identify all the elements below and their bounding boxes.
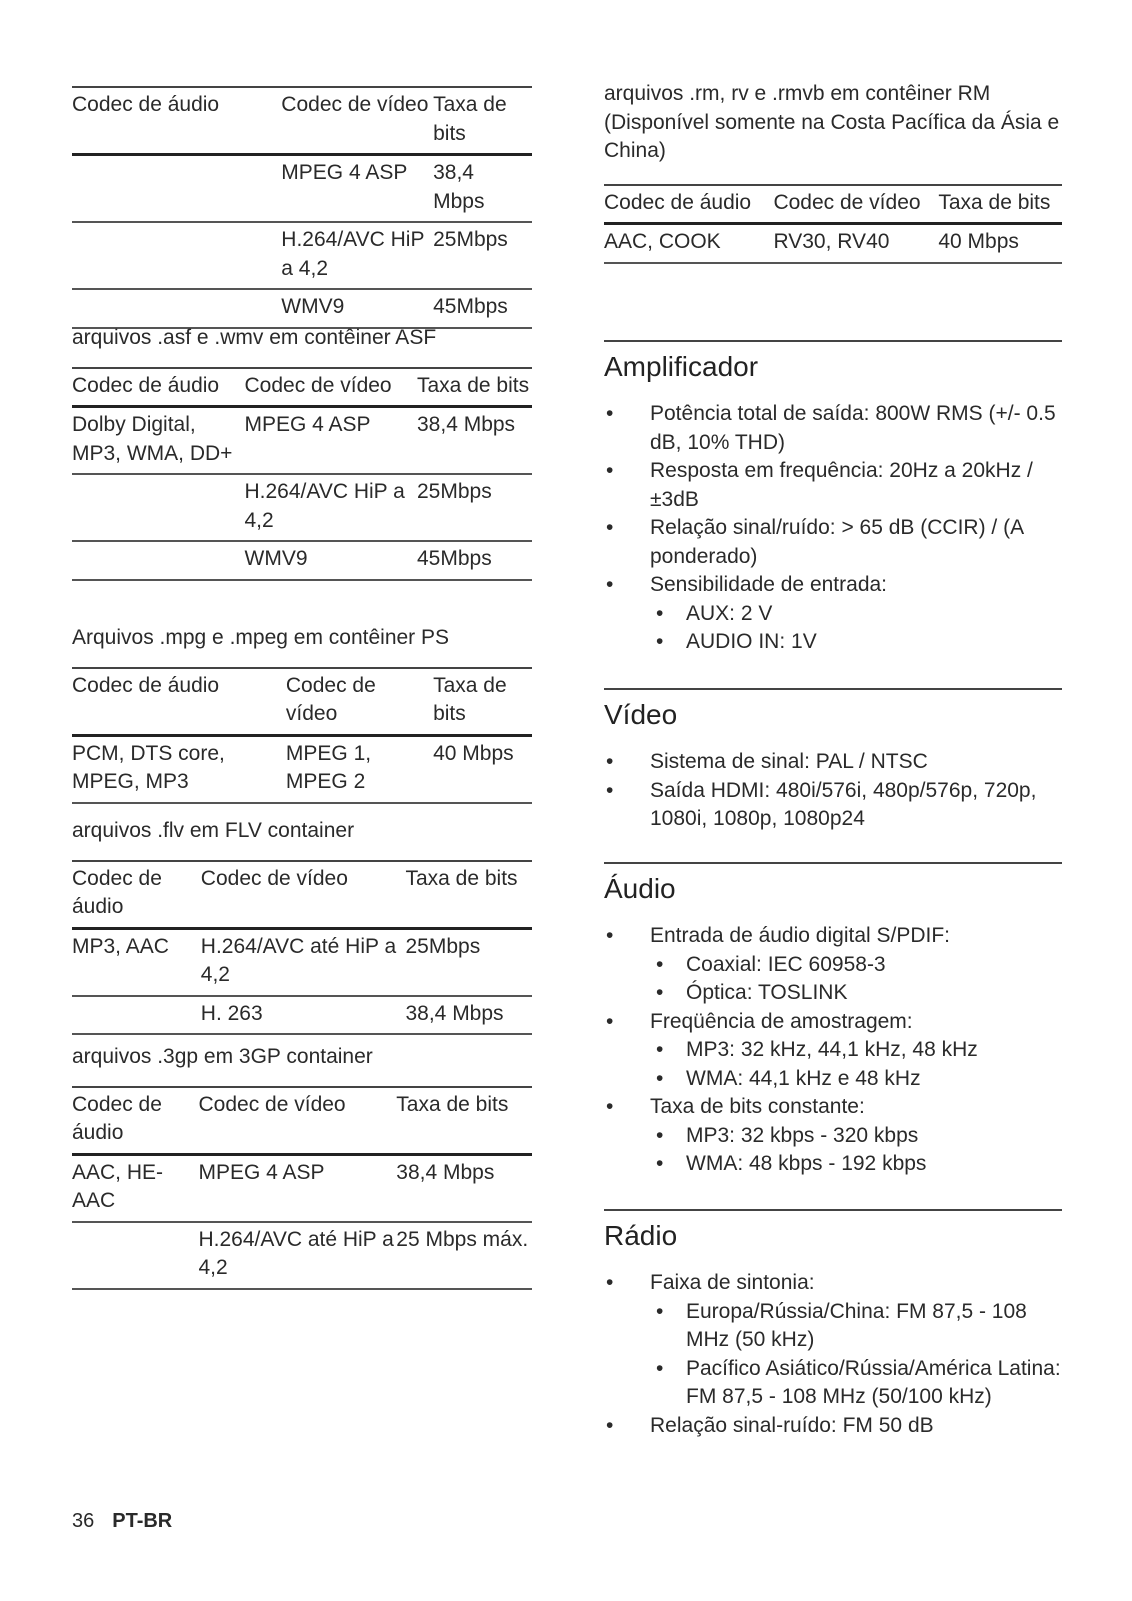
cell: WMV9: [281, 289, 433, 328]
rm-title: arquivos .rm, rv e .rmvb em contêiner RM (Disponível somente na Costa Pacífica da Ásia e China): [604, 82, 1060, 163]
mpg-table: [72, 667, 532, 804]
cell: WMV9: [245, 541, 418, 580]
table-row: [72, 1222, 532, 1289]
table-row: [72, 407, 532, 475]
table-row: [604, 224, 1062, 263]
sub-list: [650, 951, 1062, 1008]
cell: 45Mbps: [433, 289, 532, 328]
cell: 40 Mbps: [938, 224, 1062, 263]
list-item-text: Entrada de áudio digital S/PDIF:: [650, 924, 951, 948]
cell: H. 263: [201, 996, 406, 1035]
mpg-title: Arquivos .mpg e .mpeg em contêiner PS: [72, 626, 450, 649]
cell: 25Mbps: [417, 474, 532, 541]
sub-list-item: • Europa/Rússia/China: FM 87,5 - 108 MHz (50 kHz): [650, 1298, 1062, 1355]
section-audio: [604, 862, 1062, 1179]
spec-list: [604, 748, 1062, 834]
list-item: [604, 1008, 1062, 1094]
table-row: [72, 155, 532, 223]
list-item: [604, 571, 1062, 657]
sub-list-item: • MP3: 32 kHz, 44,1 kHz, 48 kHz: [650, 1036, 1062, 1065]
list-item: [604, 777, 1062, 834]
header-bitrate: Taxa de bits: [938, 185, 1062, 224]
sub-list-item: • MP3: 32 kbps - 320 kbps: [650, 1122, 1062, 1151]
section-title: Rádio: [604, 1220, 678, 1251]
header-video-codec: Codec de vídeo: [201, 861, 406, 929]
cell: MPEG 1, MPEG 2: [286, 735, 433, 803]
sub-list: [650, 1036, 1062, 1093]
list-item-text: Potência total de saída: 800W RMS (+/- 0.5 dB, 10% THD): [650, 402, 1056, 454]
cell: 25 Mbps máx.: [396, 1222, 532, 1289]
header-audio-codec: Codec de áudio: [72, 668, 286, 736]
header-video-codec: Codec de vídeo: [245, 368, 418, 407]
header-audio-codec: Codec de áudio: [604, 185, 773, 224]
list-item: [604, 1269, 1062, 1412]
list-item-text: Faixa de sintonia:: [650, 1271, 815, 1295]
asf-table: [72, 367, 532, 581]
section-radio: [604, 1209, 1062, 1440]
list-item: [604, 457, 1062, 514]
list-item-text: Resposta em frequência: 20Hz a 20kHz / ±3dB: [650, 459, 1033, 511]
mpg-block: [72, 624, 532, 804]
table-header-row: [72, 1087, 532, 1155]
cell: [72, 541, 245, 580]
cell: MPEG 4 ASP: [245, 407, 418, 475]
3gp-title: arquivos .3gp em 3GP container: [72, 1045, 373, 1068]
header-video-codec: Codec de vídeo: [773, 185, 938, 224]
cell: 45Mbps: [417, 541, 532, 580]
header-audio-codec: Codec de áudio: [72, 1087, 199, 1155]
section-amplificador: [604, 340, 1062, 657]
header-bitrate: Taxa de bits: [417, 368, 532, 407]
sub-list-item: • Óptica: TOSLINK: [650, 979, 1062, 1008]
cell: [72, 474, 245, 541]
cell: H.264/AVC até HiP a 4,2: [201, 928, 406, 996]
asf-block: [72, 324, 532, 581]
sub-list-item: • WMA: 44,1 kHz e 48 kHz: [650, 1065, 1062, 1094]
rm-block: [604, 80, 1062, 264]
cell: 38,4 Mbps: [396, 1154, 532, 1222]
cell: 38,4 Mbps: [405, 996, 532, 1035]
cell: AAC, HE-AAC: [72, 1154, 199, 1222]
sub-list-item: • AUDIO IN: 1V: [650, 628, 1062, 657]
flv-table: [72, 860, 532, 1036]
cell: MP3, AAC: [72, 928, 201, 996]
3gp-table: [72, 1086, 532, 1290]
asf-title: arquivos .asf e .wmv em contêiner ASF: [72, 326, 437, 349]
cell: 38,4 Mbps: [433, 155, 532, 223]
table-row: [72, 474, 532, 541]
list-item: [604, 400, 1062, 457]
header-video-codec: Codec de vídeo: [286, 668, 433, 736]
cell: H.264/AVC até HiP a 4,2: [199, 1222, 397, 1289]
spec-list: [604, 1269, 1062, 1440]
cell: 25Mbps: [433, 222, 532, 289]
table-row: [72, 541, 532, 580]
rm-table: [604, 184, 1062, 264]
table-header-row: [72, 861, 532, 929]
list-item: [604, 1412, 1062, 1441]
list-item-text: Relação sinal/ruído: > 65 dB (CCIR) / (A ponderado): [650, 516, 1023, 568]
cell: RV30, RV40: [773, 224, 938, 263]
3gp-block: [72, 1043, 532, 1290]
cell: [72, 222, 281, 289]
sub-list: [650, 1298, 1062, 1412]
sub-list-item: • WMA: 48 kbps - 192 kbps: [650, 1150, 1062, 1179]
table-1-block: [72, 86, 532, 329]
cell: Dolby Digital, MP3, WMA, DD+: [72, 407, 245, 475]
cell: PCM, DTS core, MPEG, MP3: [72, 735, 286, 803]
section-title: Vídeo: [604, 699, 678, 730]
list-item-text: Sensibilidade de entrada:: [650, 573, 888, 597]
list-item: [604, 748, 1062, 777]
cell: AAC, COOK: [604, 224, 773, 263]
header-video-codec: Codec de vídeo: [281, 87, 433, 155]
list-item-text: Relação sinal-ruído: FM 50 dB: [650, 1413, 934, 1437]
list-item-text: Saída HDMI: 480i/576i, 480p/576p, 720p, 1080i, 1080p, 1080p24: [650, 778, 1037, 831]
header-audio-codec: Codec de áudio: [72, 861, 201, 929]
cell: MPEG 4 ASP: [281, 155, 433, 223]
table-row: [72, 735, 532, 803]
list-item: [604, 922, 1062, 1008]
cell: 38,4 Mbps: [417, 407, 532, 475]
cell: MPEG 4 ASP: [199, 1154, 397, 1222]
flv-block: [72, 817, 532, 1035]
flv-title: arquivos .flv em FLV container: [72, 819, 355, 842]
table-header-row: [72, 668, 532, 736]
list-item-text: Taxa de bits constante:: [650, 1095, 865, 1119]
cell: [72, 1222, 199, 1289]
codec-table-1: [72, 86, 532, 329]
table-row: [72, 289, 532, 328]
cell: H.264/AVC HiP a 4,2: [245, 474, 418, 541]
sub-list-item: • AUX: 2 V: [650, 600, 1062, 629]
table-header-row: [72, 87, 532, 155]
header-audio-codec: Codec de áudio: [72, 368, 245, 407]
header-audio-codec: Codec de áudio: [72, 87, 281, 155]
list-item: [604, 514, 1062, 571]
header-bitrate: Taxa de bits: [433, 87, 532, 155]
cell: 25Mbps: [405, 928, 532, 996]
cell: 40 Mbps: [433, 735, 532, 803]
language-code: PT-BR: [112, 1510, 173, 1532]
page-footer: [72, 1508, 172, 1535]
table-row: [72, 928, 532, 996]
list-item-text: Sistema de sinal: PAL / NTSC: [650, 750, 928, 774]
table-row: [72, 1154, 532, 1222]
header-bitrate: Taxa de bits: [433, 668, 532, 736]
cell: H.264/AVC HiP a 4,2: [281, 222, 433, 289]
sub-list: [650, 600, 1062, 657]
sub-list: [650, 1122, 1062, 1179]
table-header-row: [72, 368, 532, 407]
spec-list: [604, 400, 1062, 657]
list-item: [604, 1093, 1062, 1179]
table-row: [72, 222, 532, 289]
section-title: Áudio: [604, 873, 676, 904]
header-bitrate: Taxa de bits: [405, 861, 532, 929]
header-video-codec: Codec de vídeo: [199, 1087, 397, 1155]
sub-list-item: • Coaxial: IEC 60958-3: [650, 951, 1062, 980]
sub-list-item: • Pacífico Asiático/Rússia/América Latina: FM 87,5 - 108 MHz (50/100 kHz): [650, 1355, 1062, 1412]
spec-list: [604, 922, 1062, 1179]
header-bitrate: Taxa de bits: [396, 1087, 532, 1155]
cell: [72, 155, 281, 223]
section-video: [604, 688, 1062, 834]
table-header-row: [604, 185, 1062, 224]
cell: [72, 996, 201, 1035]
table-row: [72, 996, 532, 1035]
list-item-text: Freqüência de amostragem:: [650, 1009, 913, 1033]
cell: [72, 289, 281, 328]
page-number: 36: [72, 1510, 95, 1532]
section-title: Amplificador: [604, 351, 759, 382]
